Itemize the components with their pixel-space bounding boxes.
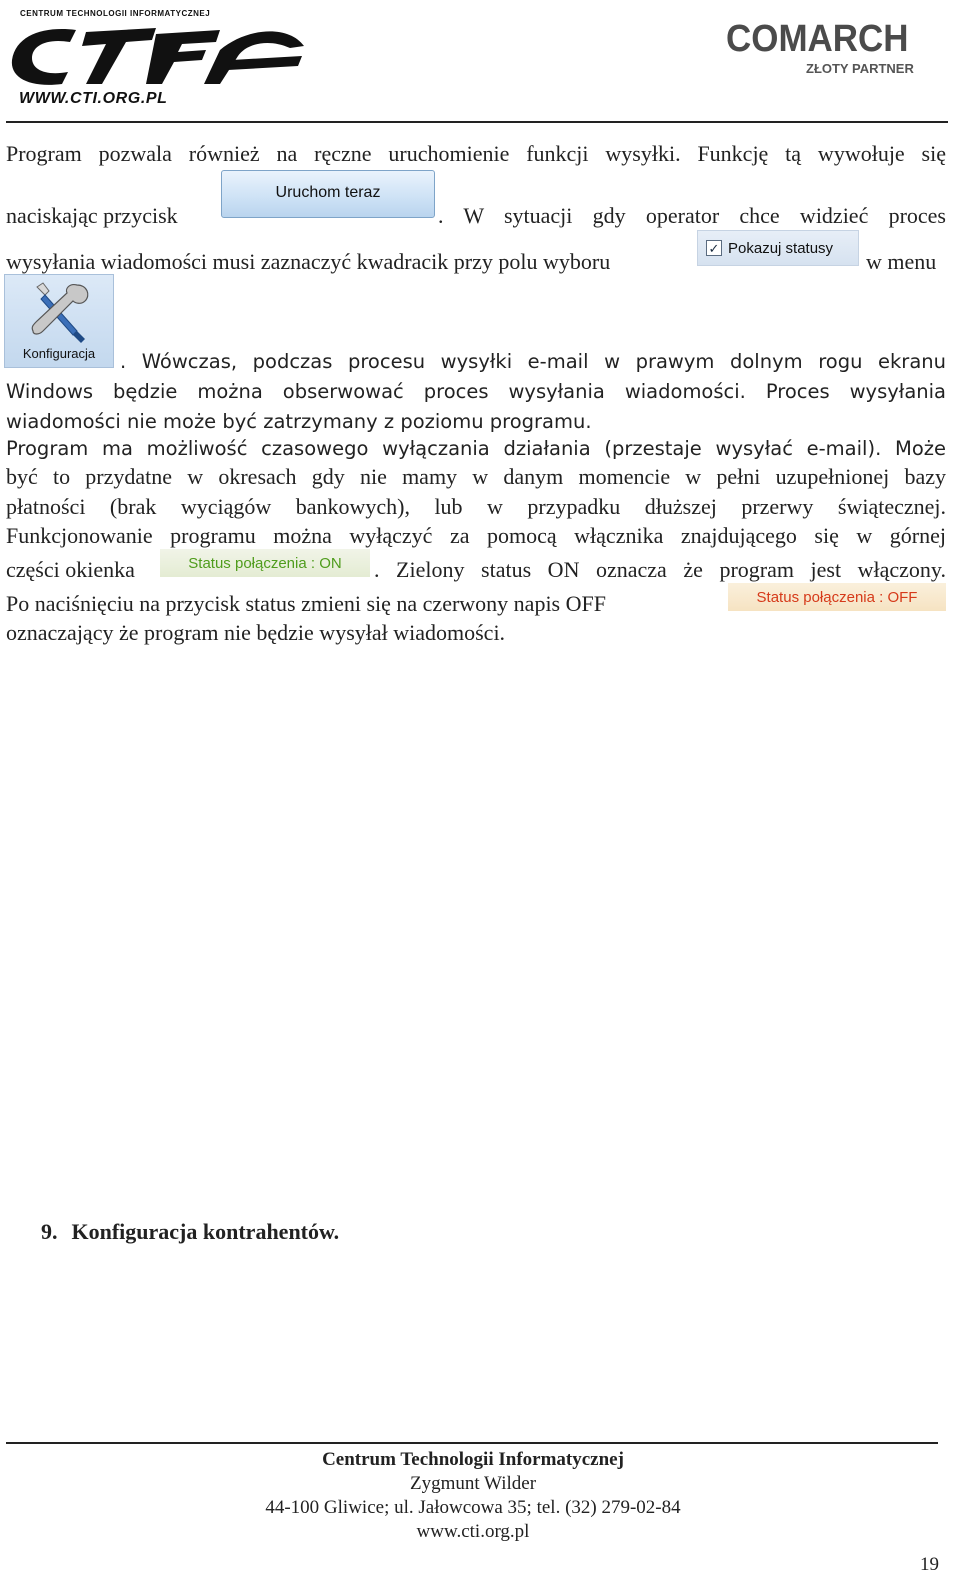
cti-logo-icon	[6, 20, 306, 88]
section-number: 9.	[41, 1219, 58, 1244]
logo-topline: CENTRUM TECHNOLOGII INFORMATYCZNEJ	[20, 9, 211, 18]
configuration-label: Konfiguracja	[22, 346, 96, 361]
footer-company: Centrum Technologii Informatycznej	[322, 1449, 624, 1470]
configuration-button[interactable]	[4, 274, 114, 368]
section-heading	[41, 1219, 339, 1245]
paragraph-line: . Zielony status ON oznacza że program jest włączony.	[374, 557, 946, 582]
paragraph-line: oznaczający że program nie będzie wysyłał wiadomości.	[6, 620, 506, 645]
paragraph-line: płatności (brak wyciągów bankowych), lub w przypadku dłuższej przerwy świątecznej.	[6, 494, 946, 519]
page-number: 19	[920, 1554, 939, 1575]
connection-status-on-toggle[interactable]: Status połączenia : ON	[160, 549, 370, 577]
footer-website[interactable]: www.cti.org.pl	[416, 1521, 530, 1542]
paragraph-line: być to przydatne w okresach gdy nie mamy w danym momencie w pełni uzupełnionej bazy	[6, 464, 946, 489]
footer-divider	[6, 1442, 938, 1444]
checkbox-label: Pokazuj statusy	[728, 239, 834, 257]
show-status-checkbox[interactable]	[697, 230, 859, 266]
footer-person: Zygmunt Wilder	[409, 1473, 537, 1494]
paragraph-line: wiadomości nie może być zatrzymany z poziomu programu.	[6, 410, 592, 433]
footer-address: 44-100 Gliwice; ul. Jałowcowa 35; tel. (32) 279-02-84	[265, 1497, 681, 1518]
partner-level: ZŁOTY PARTNER	[806, 61, 914, 76]
paragraph-line: Program ma możliwość czasowego wyłączania działania (przestaje wysyłać e-mail). Może	[6, 437, 946, 460]
paragraph-line: . Wówczas, podczas procesu wysyłki e-mail w prawym dolnym rogu ekranu	[120, 350, 946, 373]
section-title: Konfiguracja kontrahentów.	[71, 1219, 340, 1244]
page-header	[0, 0, 960, 124]
run-now-button[interactable]: Uruchom teraz	[221, 170, 435, 218]
checkbox-checked-icon[interactable]: ✓	[706, 240, 722, 256]
paragraph-line: Windows będzie można obserwować proces wysyłania wiadomości. Proces wysyłania	[6, 380, 946, 403]
paragraph-line: Program pozwala również na ręczne uruchomienie funkcji wysyłki. Funkcję tą wywołuje się	[6, 141, 946, 166]
paragraph-line: . W sytuacji gdy operator chce widzieć proces	[438, 203, 946, 228]
paragraph-line: części okienka	[6, 557, 135, 582]
connection-status-off-toggle[interactable]: Status połączenia : OFF	[728, 583, 946, 611]
paragraph-line: w menu	[866, 249, 937, 274]
wrench-screwdriver-icon	[27, 281, 91, 343]
paragraph-line: Po naciśnięciu na przycisk status zmieni się na czerwony napis OFF	[6, 591, 606, 616]
paragraph-line: wysyłania wiadomości musi zaznaczyć kwadracik przy polu wyboru	[6, 249, 611, 274]
header-divider	[6, 121, 948, 123]
paragraph-line: naciskając przycisk	[6, 203, 178, 228]
partner-logo: COMARCH	[726, 18, 909, 60]
logo-url: WWW.CTI.ORG.PL	[19, 90, 168, 107]
paragraph-line: Funkcjonowanie programu można wyłączyć za pomocą włącznika znajdującego się w górnej	[6, 523, 946, 548]
